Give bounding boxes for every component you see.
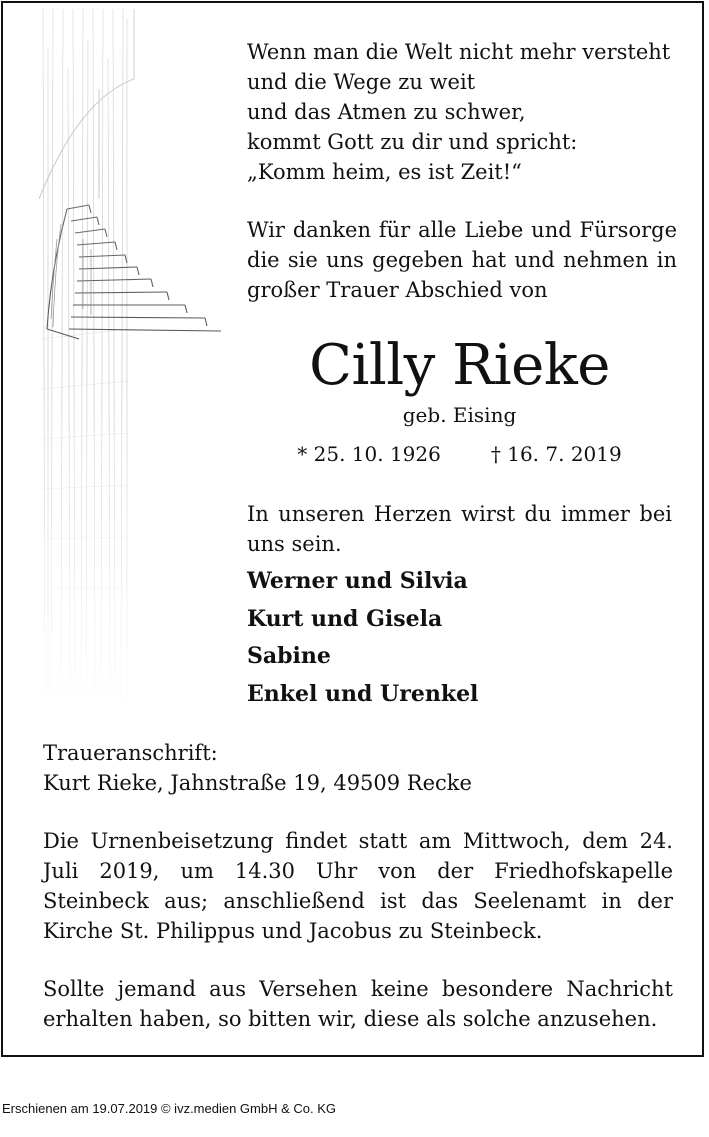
- birth-name: geb. Eising: [402, 403, 517, 427]
- mourning-address: [43, 738, 673, 798]
- poem-line: „Komm heim, es ist Zeit!“: [247, 160, 522, 184]
- family-member: Werner und Silvia: [247, 568, 468, 594]
- poem-line: und das Atmen zu schwer,: [247, 100, 526, 124]
- family-list: [247, 563, 672, 713]
- obituary-frame: [1, 1, 704, 1057]
- birth-date: * 25. 10. 1926: [297, 442, 441, 466]
- poem-line: Wenn man die Welt nicht mehr versteht: [247, 40, 671, 64]
- staircase-illustration: [39, 9, 229, 721]
- poem-line: kommt Gott zu dir und spricht:: [247, 130, 578, 154]
- thanks-text: Wir danken für alle Liebe und Fürsorge die sie uns gegeben hat und nehmen in großer Trauer Abschied von: [247, 218, 677, 302]
- publication-footer: Erschienen am 19.07.2019 © ivz.medien GmbH & Co. KG: [2, 1101, 337, 1116]
- family-member: Enkel und Urenkel: [247, 680, 479, 707]
- heart-text: In unseren Herzen wirst du immer bei uns sein.: [247, 502, 672, 556]
- address-label: Traueranschrift:: [43, 741, 218, 765]
- poem-line: und die Wege zu weit: [247, 70, 476, 94]
- family-member: Kurt und Gisela: [247, 605, 443, 632]
- life-dates: [247, 440, 672, 468]
- deceased-name: Cilly Rieke: [309, 333, 610, 398]
- burial-text: Die Urnenbeisetzung findet statt am Mittwoch, dem 24. Juli 2019, um 14.30 Uhr von der Friedhofskapelle Steinbeck aus; anschließend ist das Seelenamt in der Kirche St. Philippus und Jacobus zu Steinbeck.: [43, 829, 673, 943]
- address-line: Kurt Rieke, Jahnstraße 19, 49509 Recke: [43, 771, 472, 795]
- poem: [247, 37, 677, 187]
- notice-text: Sollte jemand aus Versehen keine besondere Nachricht erhalten haben, so bitten wir, diese als solche anzusehen.: [43, 977, 673, 1031]
- family-member: Sabine: [247, 643, 331, 669]
- death-date: † 16. 7. 2019: [490, 442, 622, 466]
